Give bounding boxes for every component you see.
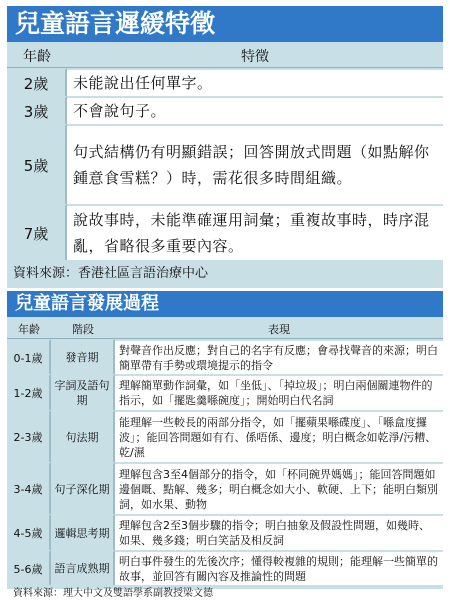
stage-cell: 發音期 bbox=[51, 339, 115, 374]
feature-cell: 句式結構仍有明顯錯誤；回答開放式問題（如點解你鍾意食雪糕？）時，需花很多時間組織。 bbox=[67, 124, 443, 204]
stage-cell: 語言成熟期 bbox=[51, 550, 115, 585]
language-development-table bbox=[7, 319, 443, 585]
age-cell: 5-6歲 bbox=[7, 550, 51, 585]
stage-cell: 邏輯思考期 bbox=[51, 514, 115, 550]
description-cell: 能理解一些較長的兩部分指令，如「擺蘋果喺碟度」、「喺盒度攞波」；能回答問題如有冇、係唔係、邊度；明白概念如乾淨/污糟、乾/濕 bbox=[115, 410, 443, 462]
description-cell: 理解包含2至3個步驟的指令；明白抽象及假設性問題，如幾時、如果、幾多錢；明白笑話及相反詞 bbox=[115, 514, 443, 550]
age-cell: 7歲 bbox=[7, 204, 67, 260]
age-cell: 5歲 bbox=[7, 124, 67, 204]
card-title: 兒童語言遲緩特徵 bbox=[7, 6, 443, 42]
column-header-age: 年齡 bbox=[7, 44, 67, 68]
table-row bbox=[7, 204, 443, 260]
column-header-age: 年齡 bbox=[7, 319, 51, 339]
column-header-feature: 特徵 bbox=[67, 44, 443, 68]
table-row bbox=[7, 374, 443, 410]
table-row bbox=[7, 514, 443, 550]
speech-delay-card bbox=[7, 6, 443, 288]
source-note: 資料來源：香港社區言語治療中心 bbox=[13, 266, 209, 281]
table-row bbox=[7, 550, 443, 585]
stage-cell: 句子深化期 bbox=[51, 462, 115, 514]
stage-cell: 字詞及語句期 bbox=[51, 374, 115, 410]
table-row bbox=[7, 124, 443, 204]
age-cell: 1-2歲 bbox=[7, 374, 51, 410]
table-row bbox=[7, 462, 443, 514]
description-cell: 理解包含3至4個部分的指令，如「杯同碗畀媽媽」；能回答問題如邊個嘅、點解、幾多；明白概念如大小、軟硬、上下；能明白類別詞，如水果、動物 bbox=[115, 462, 443, 514]
table-row bbox=[7, 68, 443, 96]
speech-delay-table bbox=[7, 44, 443, 260]
column-header-stage: 階段 bbox=[51, 319, 115, 339]
description-cell: 對聲音作出反應；對自己的名字有反應；會尋找聲音的來源；明白簡單帶有手勢或環境提示的指令 bbox=[115, 339, 443, 374]
feature-cell: 未能說出任何單字。 bbox=[67, 68, 443, 96]
age-cell: 3-4歲 bbox=[7, 462, 51, 514]
description-cell: 明白事件發生的先後次序；懂得較複雜的規則；能理解一些簡單的故事，並回答有關內容及推論性的問題 bbox=[115, 550, 443, 585]
age-cell: 2-3歲 bbox=[7, 410, 51, 462]
stage-cell: 句法期 bbox=[51, 410, 115, 462]
age-cell: 0-1歲 bbox=[7, 339, 51, 374]
table-row bbox=[7, 96, 443, 124]
feature-cell: 不會說句子。 bbox=[67, 96, 443, 124]
card-title: 兒童語言發展過程 bbox=[7, 291, 443, 317]
column-header-description: 表現 bbox=[115, 319, 443, 339]
feature-cell: 說故事時，未能準確運用詞彙；重複故事時，時序混亂，省略很多重要內容。 bbox=[67, 204, 443, 260]
age-cell: 4-5歲 bbox=[7, 514, 51, 550]
age-cell: 3歲 bbox=[7, 96, 67, 124]
source-note: 資料來源：理大中文及雙語學系副教授梁文德 bbox=[13, 588, 213, 599]
language-development-card bbox=[7, 291, 443, 599]
table-row bbox=[7, 410, 443, 462]
age-cell: 2歲 bbox=[7, 68, 67, 96]
description-cell: 理解簡單動作詞彙，如「坐低」、「掉垃圾」；明白兩個關連物件的指示，如「擺匙羹喺碗度」；開始明白代名詞 bbox=[115, 374, 443, 410]
table-row bbox=[7, 339, 443, 374]
